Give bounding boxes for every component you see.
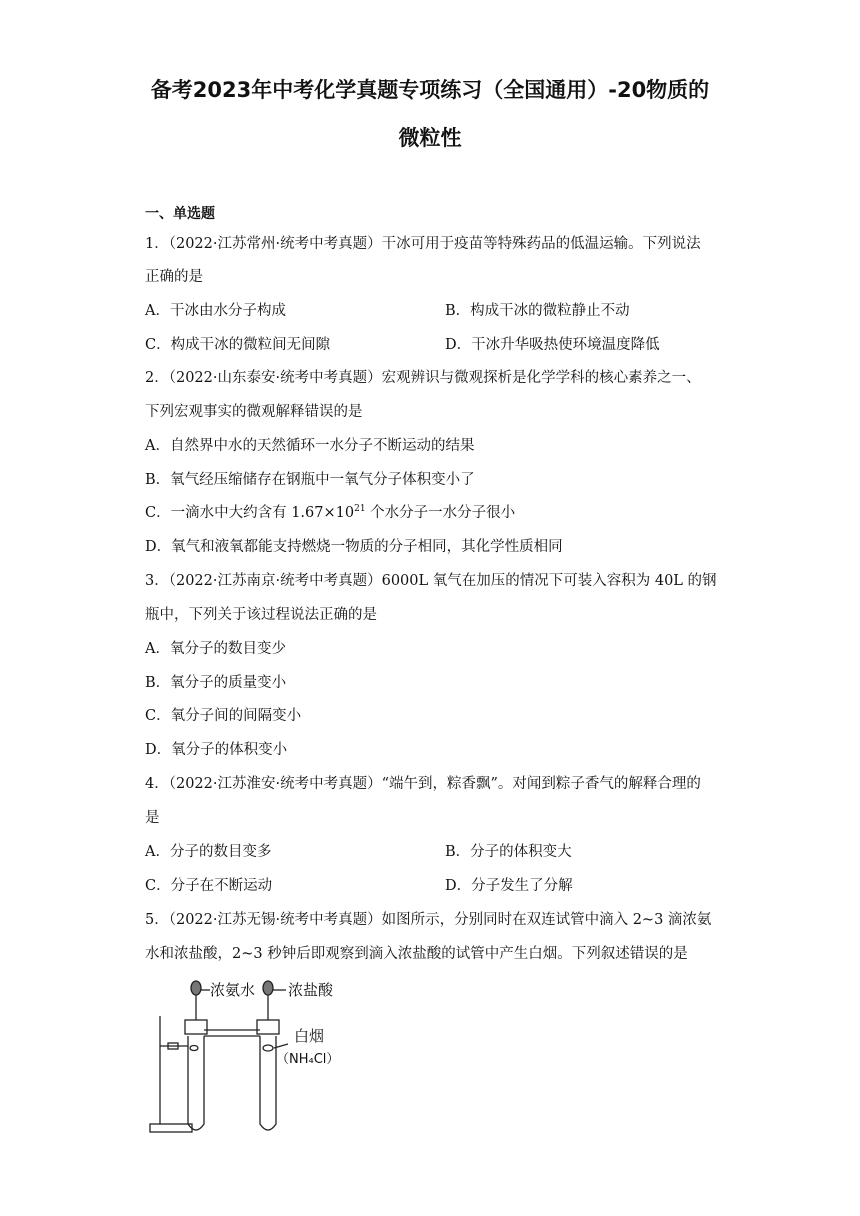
q2-option-c [145,501,515,522]
right-stopper [257,1020,279,1034]
q1-option-c: C．构成干冰的微粒间无间隙 [145,337,331,353]
label-ammonia: 浓氨水 [210,981,256,999]
q4-option-c: C．分子在不断运动 [145,878,273,894]
q2-option-c-rest: 个水分子一水分子很小 [365,505,516,521]
left-stopper [185,1020,207,1034]
q2-stem-line2: 下列宏观事实的微观解释错误的是 [145,404,363,420]
q1-stem-line2: 正确的是 [145,269,203,285]
q1-option-d: D．干冰升华吸热使环境温度降低 [445,337,660,353]
q4-option-a: A．分子的数目变多 [145,844,272,860]
section-heading: 一、单选题 [145,206,215,222]
q4-option-d: D．分子发生了分解 [445,878,573,894]
q1-stem-line1: 1．（2022·江苏常州·统考中考真题）干冰可用于疫苗等特殊药品的低温运输。下列说法 [145,236,701,252]
q3-option-b: B．氧分子的质量变小 [145,675,287,691]
q4-stem-line2: 是 [145,810,160,826]
q4-stem-line1: 4．（2022·江苏淮安·统考中考真题）“端午到，粽香飘”。对闻到粽子香气的解释合理的 [145,776,701,792]
q3-stem-line1: 3．（2022·江苏南京·统考中考真题）6000L 氧气在加压的情况下可装入容积为 40L 的钢 [145,573,717,589]
stand-base [150,1124,192,1132]
left-tube-mark [190,1046,198,1051]
right-test-tube [260,1036,276,1130]
label-white-smoke: 白烟 [294,1027,325,1045]
q2-option-c-exponent: 21 [354,504,366,515]
page-title [60,66,800,162]
q2-option-a: A．自然界中水的天然循环一水分子不断运动的结果 [145,438,475,454]
q5-stem-line2: 水和浓盐酸，2~3 秒钟后即观察到滴入浓盐酸的试管中产生白烟。下列叙述错误的是 [145,946,688,962]
title-line-2: 微粒性 [398,126,462,150]
label-hcl: 浓盐酸 [288,981,334,999]
label-formula: （NH₄Cl） [276,1052,340,1067]
q1-option-b: B．构成干冰的微粒静止不动 [445,303,630,319]
q3-option-a: A．氧分子的数目变少 [145,641,286,657]
left-dropper-bulb [191,981,201,995]
q2-option-b: B．氧气经压缩储存在钢瓶中一氧气分子体积变小了 [145,472,475,488]
q2-option-d: D．氧气和液氧都能支持燃烧一物质的分子相同，其化学性质相同 [145,539,563,555]
apparatus-diagram [148,976,368,1136]
right-dropper-bulb [263,981,273,995]
title-line-1: 备考2023年中考化学真题专项练习（全国通用）-20物质的 [150,78,710,102]
q2-stem-line1: 2．（2022·山东泰安·统考中考真题）宏观辨识与微观探析是化学学科的核心素养之一、 [145,370,701,386]
q1-option-a: A．干冰由水分子构成 [145,303,286,319]
q2-option-c-text: C．一滴水中大约含有 1.67×10 [145,505,355,521]
q3-option-d: D．氧分子的体积变小 [145,742,288,758]
q4-option-b: B．分子的体积变大 [445,844,572,860]
q3-option-c: C．氧分子间的间隔变小 [145,708,302,724]
white-smoke-mark [263,1045,273,1051]
q5-stem-line1: 5．（2022·江苏无锡·统考中考真题）如图所示，分别同时在双连试管中滴入 2~3 滴浓氨 [145,912,712,928]
q3-stem-line2: 瓶中，下列关于该过程说法正确的是 [145,607,377,623]
